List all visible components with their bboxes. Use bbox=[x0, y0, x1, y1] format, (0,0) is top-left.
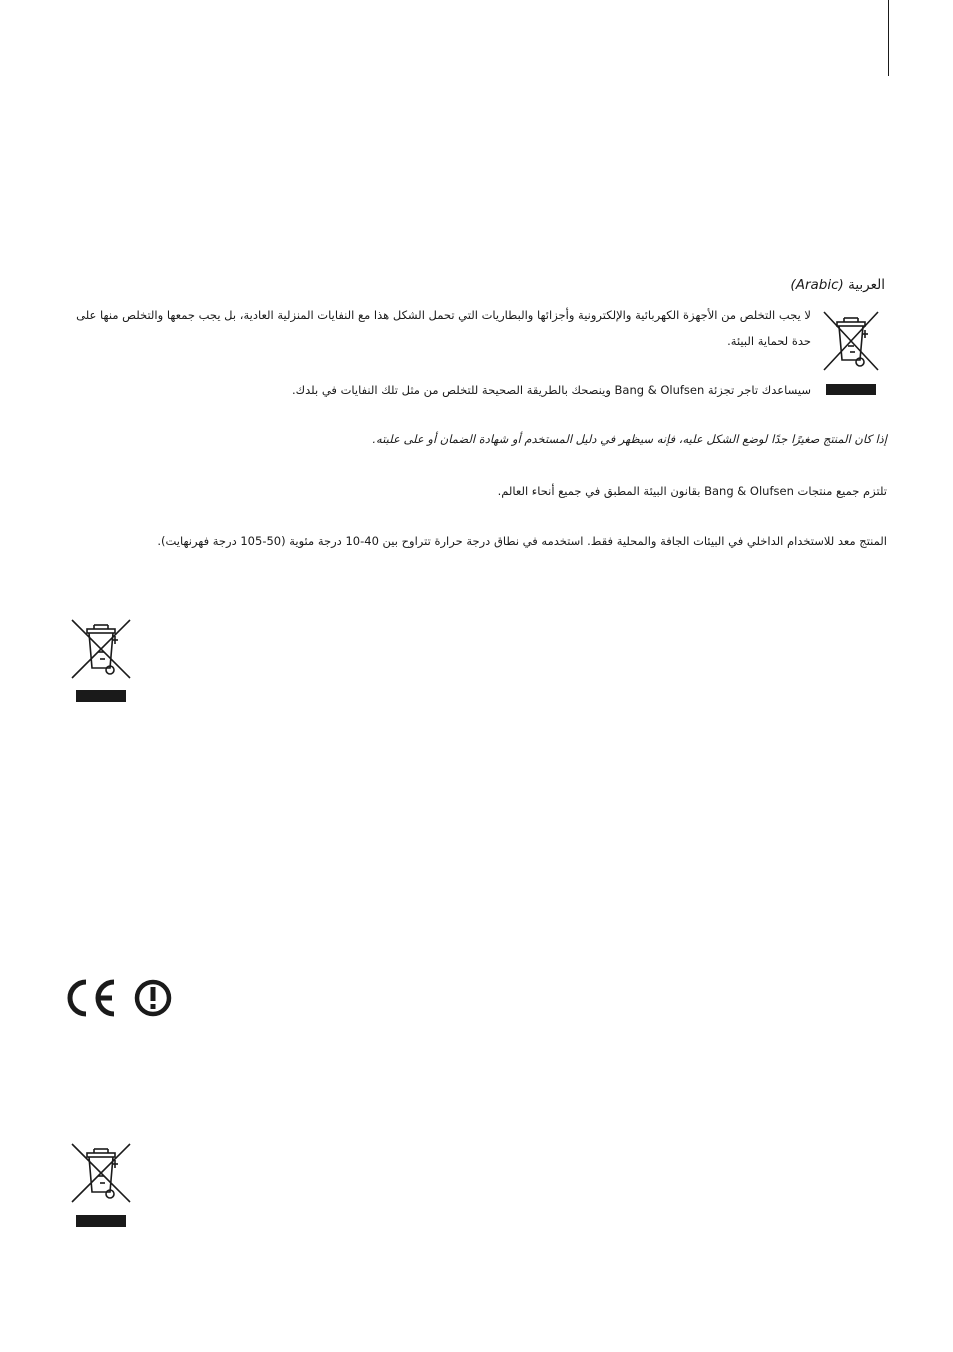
heading-latin: (Arabic) bbox=[790, 277, 844, 293]
class-2-alert-icon bbox=[137, 982, 169, 1014]
heading-arabic: العربية bbox=[848, 277, 885, 293]
ce-mark-icon bbox=[70, 982, 114, 1014]
weee-bin-icon bbox=[68, 616, 134, 706]
weee-bin-icon bbox=[68, 1140, 134, 1230]
paragraph-disposal: لا يجب التخلص من الأجهزة الكهربائية والإلكترونية وأجزائها والبطاريات التي تحمل الشكل هذا مع النفايات المنزلية العادية، بل يجب جمعها والتخلص منها على حدة لحماية البيئة. bbox=[76, 308, 811, 348]
page-edge-rule bbox=[888, 0, 889, 76]
paragraph-usage: المنتج معد للاستخدام الداخلي في البيئات الجافة والمحلية فقط. استخدمه في نطاق درجة حرارة تتراوح بين 40-10 درجة مئوية (50-105 درجة فهرنهايت). bbox=[157, 534, 887, 548]
weee-bin-icon bbox=[820, 308, 882, 398]
paragraph-small-product: إذا كان المنتج صغيرًا جدًا لوضع الشكل عليه، فإنه سيظهر في دليل المستخدم أو شهادة الضمان أو على علبته. bbox=[372, 432, 887, 446]
certification-marks bbox=[64, 978, 174, 1018]
paragraph-retailer: سيساعدك تاجر تجزئة Bang & Olufsen وينصحك بالطريقة الصحيحة للتخلص من مثل تلك النفايات في بلدك. bbox=[292, 383, 811, 397]
paragraph-compliance: تلتزم جميع منتجات Bang & Olufsen بقانون البيئة المطبق في جميع أنحاء العالم. bbox=[497, 484, 887, 498]
section-heading bbox=[790, 277, 885, 293]
